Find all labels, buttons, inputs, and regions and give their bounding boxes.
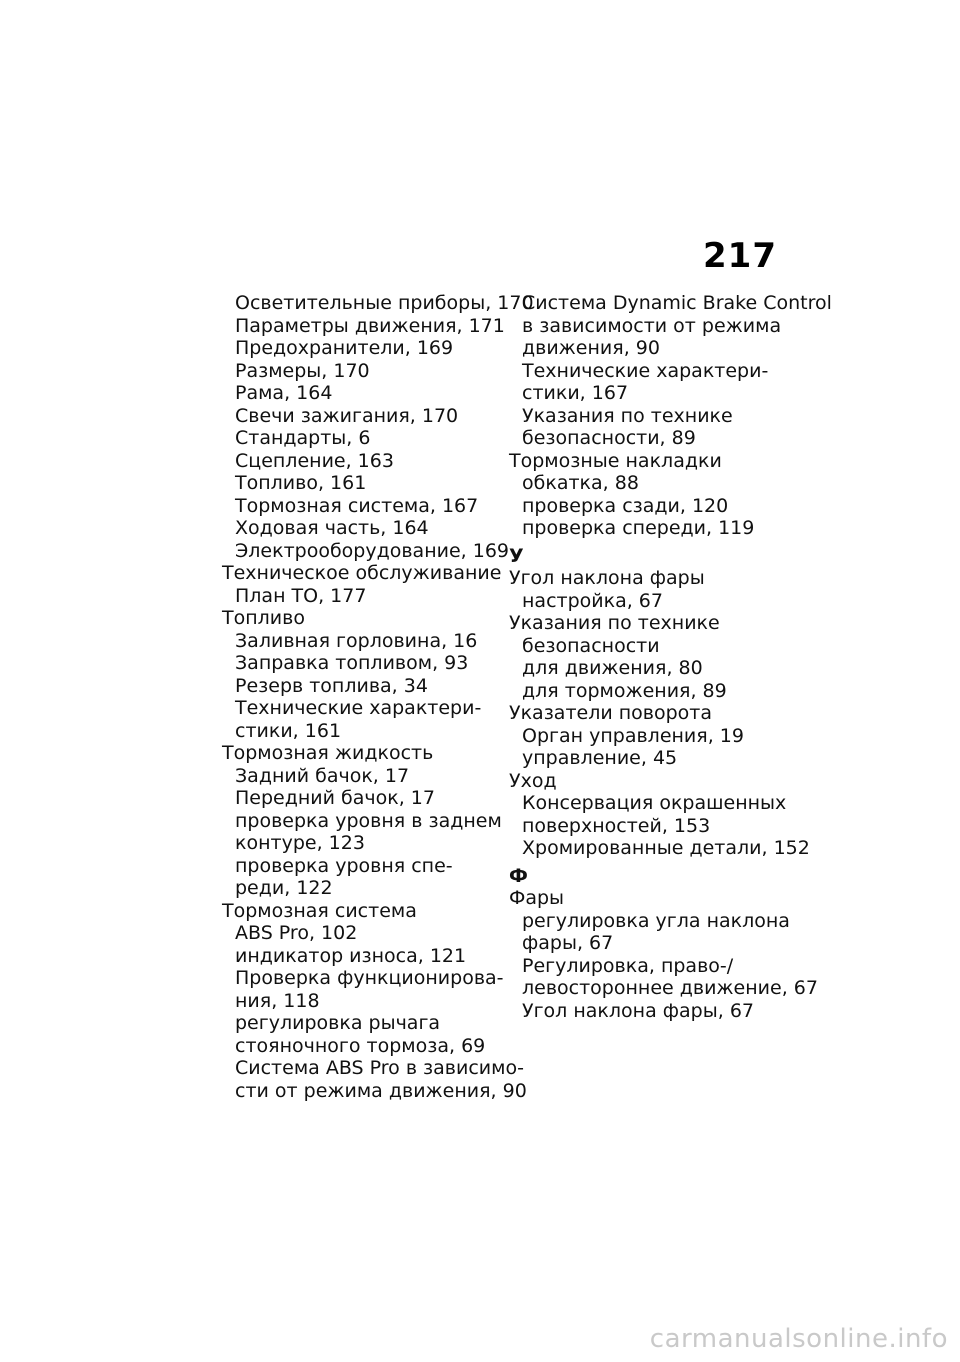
- index-subentry: для торможения, 89: [522, 679, 727, 702]
- index-subentry: Осветительные приборы, 170: [235, 292, 534, 314]
- index-entry: Техническое обслуживание: [222, 562, 502, 584]
- index-section-letter: У: [509, 544, 524, 567]
- index-subentry: Указания по технике: [522, 404, 733, 427]
- index-subentry: Параметры движения, 171: [235, 314, 505, 337]
- index-subentry: Задний бачок, 17: [235, 764, 410, 787]
- index-entry: Тормозная система: [222, 899, 417, 922]
- index-subentry: Рама, 164: [235, 382, 333, 404]
- index-subentry: регулировка угла наклона: [522, 909, 790, 932]
- index-subentry: безопасности, 89: [522, 427, 696, 449]
- index-subentry: левостороннее движение, 67: [522, 977, 818, 999]
- index-entry: Указания по технике: [509, 612, 720, 634]
- index-subentry: Технические характери-: [522, 359, 769, 382]
- index-subentry: движения, 90: [522, 337, 660, 359]
- index-subentry: настройка, 67: [522, 589, 663, 612]
- watermark: carmanualsonline.info: [649, 1324, 948, 1354]
- index-subentry: проверка спереди, 119: [522, 517, 755, 539]
- index-subentry: Проверка функционирова-: [235, 967, 504, 989]
- index-subentry: Передний бачок, 17: [235, 787, 435, 809]
- index-subentry: Система ABS Pro в зависимо-: [235, 1057, 524, 1079]
- index-entry: Фары: [509, 887, 565, 909]
- index-subentry: стики, 161: [235, 719, 342, 742]
- index-column-right: [509, 292, 832, 1022]
- index-entry: Топливо: [222, 607, 305, 629]
- index-subentry: в зависимости от режима: [522, 314, 782, 337]
- index-subentry: Резерв топлива, 34: [235, 674, 428, 697]
- index-subentry: Топливо, 161: [235, 472, 367, 494]
- index-entry: Угол наклона фары: [509, 567, 705, 589]
- index-subentry: поверхностей, 153: [522, 814, 711, 837]
- index-subentry: Орган управления, 19: [522, 724, 744, 747]
- index-subentry: Угол наклона фары, 67: [522, 999, 754, 1022]
- index-subentry: ния, 118: [235, 989, 320, 1012]
- index-subentry: безопасности: [522, 634, 660, 657]
- index-subentry: стояночного тормоза, 69: [235, 1034, 486, 1057]
- index-subentry: проверка сзади, 120: [522, 494, 729, 517]
- index-entry: Тормозные накладки: [509, 449, 722, 472]
- index-subentry: ABS Pro, 102: [235, 922, 358, 944]
- index-subentry: Консервация окрашенных: [522, 792, 787, 814]
- index-section-letter: Ф: [509, 864, 528, 887]
- index-subentry: Заправка топливом, 93: [235, 652, 469, 674]
- index-entry: Указатели поворота: [509, 702, 712, 724]
- index-subentry: Ходовая часть, 164: [235, 517, 429, 539]
- index-subentry: фары, 67: [522, 932, 614, 954]
- index-subentry: Хромированные детали, 152: [522, 837, 810, 859]
- index-subentry: индикатор износа, 121: [235, 944, 467, 967]
- index-subentry: План ТО, 177: [235, 584, 367, 607]
- index-subentry: проверка уровня в заднем: [235, 809, 502, 832]
- index-entry: Тормозная жидкость: [222, 742, 434, 764]
- index-subentry: Предохранители, 169: [235, 337, 454, 359]
- index-subentry: Регулировка, право-/: [522, 954, 734, 977]
- index-entry: Уход: [509, 769, 557, 792]
- index-subentry: Свечи зажигания, 170: [235, 404, 459, 427]
- page-number: 217: [703, 236, 777, 276]
- index-subentry: Сцепление, 163: [235, 449, 394, 472]
- index-subentry: управление, 45: [522, 747, 678, 769]
- index-subentry: Заливная горловина, 16: [235, 629, 478, 652]
- index-subentry: Электрооборудование, 169: [235, 539, 510, 562]
- index-subentry: стики, 167: [522, 382, 629, 404]
- index-subentry: Система Dynamic Brake Control: [522, 292, 832, 314]
- index-subentry: обкатка, 88: [522, 472, 639, 494]
- index-subentry: контуре, 123: [235, 832, 365, 854]
- index-subentry: Стандарты, 6: [235, 427, 371, 449]
- index-subentry: для движения, 80: [522, 657, 703, 679]
- index-subentry: Тормозная система, 167: [235, 494, 479, 517]
- index-subentry: реди, 122: [235, 877, 333, 899]
- index-subentry: Технические характери-: [235, 697, 482, 719]
- index-subentry: сти от режима движения, 90: [235, 1079, 527, 1102]
- index-subentry: Размеры, 170: [235, 359, 370, 382]
- index-subentry: проверка уровня спе-: [235, 854, 453, 877]
- index-subentry: регулировка рычага: [235, 1012, 441, 1034]
